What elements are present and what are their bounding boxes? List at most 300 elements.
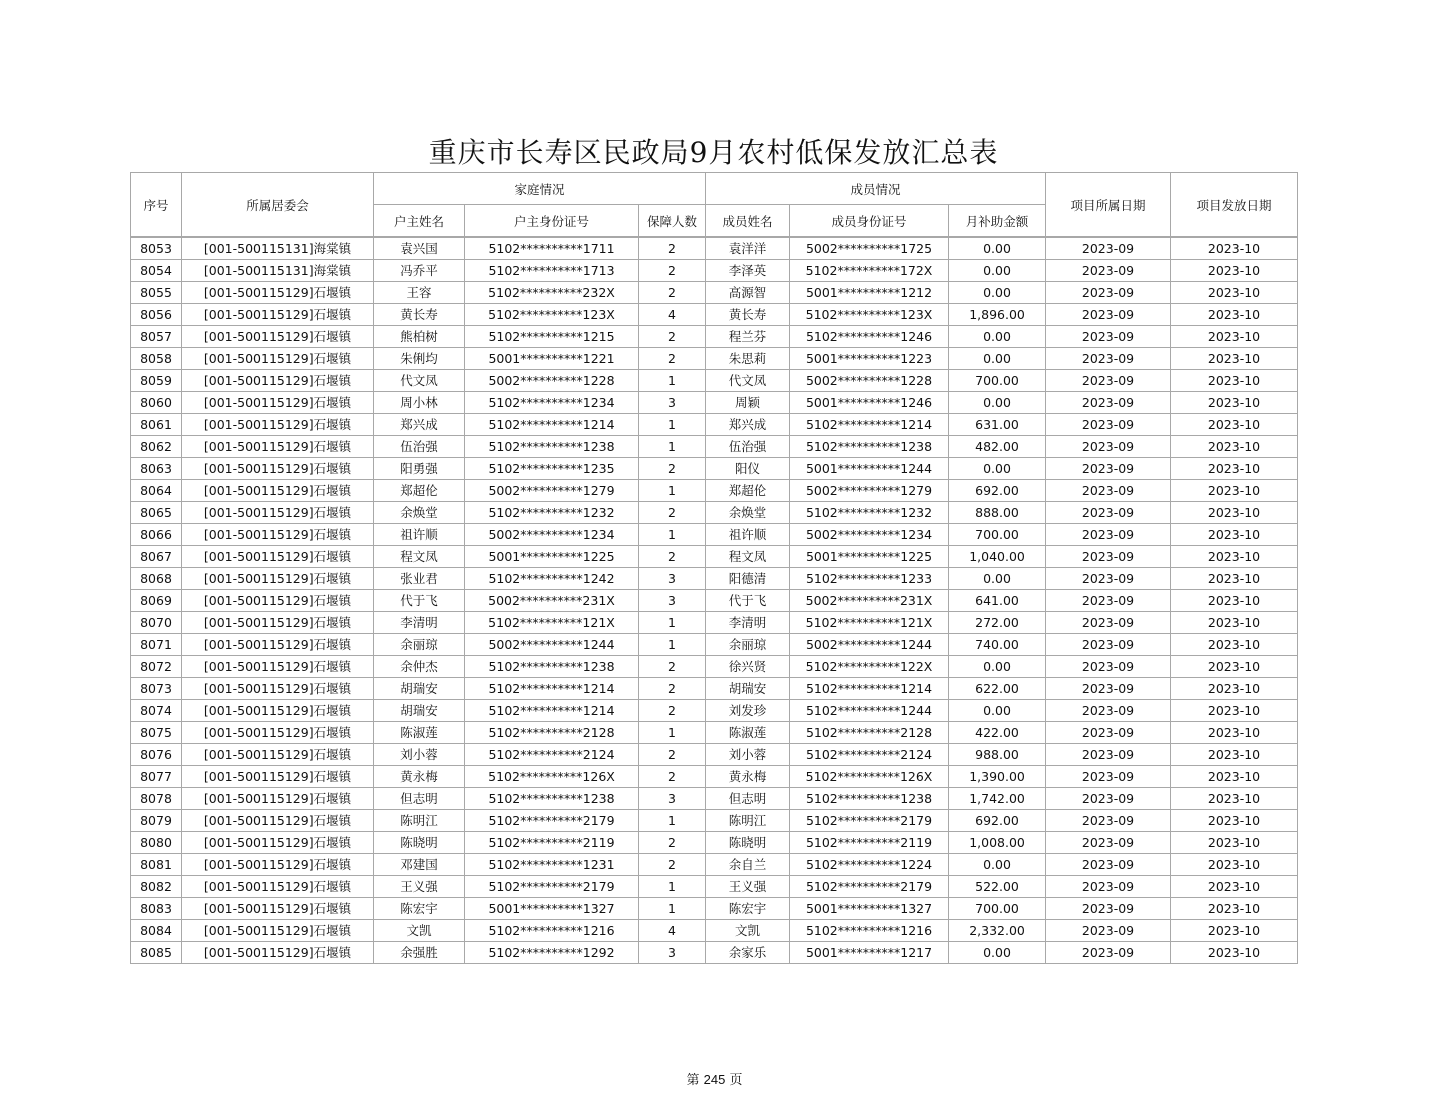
cell-head-name: 胡瑞安 bbox=[374, 678, 465, 700]
cell-issue-date: 2023-10 bbox=[1171, 590, 1298, 612]
cell-head-id: 5002**********231X bbox=[465, 590, 639, 612]
cell-member-id: 5001**********1327 bbox=[790, 898, 949, 920]
cell-seq: 8077 bbox=[131, 766, 182, 788]
cell-seq: 8063 bbox=[131, 458, 182, 480]
table-row bbox=[131, 436, 1298, 458]
cell-issue-date: 2023-10 bbox=[1171, 810, 1298, 832]
cell-project-date: 2023-09 bbox=[1046, 898, 1171, 920]
cell-amount: 692.00 bbox=[949, 810, 1046, 832]
cell-project-date: 2023-09 bbox=[1046, 480, 1171, 502]
cell-persons: 2 bbox=[639, 700, 706, 722]
table-row bbox=[131, 260, 1298, 282]
cell-issue-date: 2023-10 bbox=[1171, 502, 1298, 524]
table-row bbox=[131, 458, 1298, 480]
cell-committee: [001-500115129]石堰镇 bbox=[182, 348, 374, 370]
cell-persons: 2 bbox=[639, 282, 706, 304]
cell-head-id: 5102**********1242 bbox=[465, 568, 639, 590]
cell-member-name: 陈晓明 bbox=[706, 832, 790, 854]
cell-persons: 1 bbox=[639, 898, 706, 920]
cell-amount: 0.00 bbox=[949, 568, 1046, 590]
cell-amount: 631.00 bbox=[949, 414, 1046, 436]
cell-amount: 1,742.00 bbox=[949, 788, 1046, 810]
cell-head-name: 陈明江 bbox=[374, 810, 465, 832]
cell-seq: 8055 bbox=[131, 282, 182, 304]
cell-head-id: 5102**********1234 bbox=[465, 392, 639, 414]
cell-seq: 8068 bbox=[131, 568, 182, 590]
table-row bbox=[131, 502, 1298, 524]
cell-committee: [001-500115129]石堰镇 bbox=[182, 722, 374, 744]
cell-member-id: 5102**********1246 bbox=[790, 326, 949, 348]
cell-issue-date: 2023-10 bbox=[1171, 942, 1298, 964]
cell-committee: [001-500115129]石堰镇 bbox=[182, 942, 374, 964]
cell-head-id: 5102**********1214 bbox=[465, 414, 639, 436]
table-row bbox=[131, 920, 1298, 942]
cell-member-id: 5102**********1233 bbox=[790, 568, 949, 590]
cell-member-id: 5002**********1725 bbox=[790, 237, 949, 260]
cell-committee: [001-500115129]石堰镇 bbox=[182, 612, 374, 634]
cell-persons: 3 bbox=[639, 942, 706, 964]
cell-member-name: 高源智 bbox=[706, 282, 790, 304]
cell-issue-date: 2023-10 bbox=[1171, 458, 1298, 480]
cell-amount: 740.00 bbox=[949, 634, 1046, 656]
cell-member-id: 5001**********1225 bbox=[790, 546, 949, 568]
cell-amount: 700.00 bbox=[949, 524, 1046, 546]
cell-member-name: 朱思莉 bbox=[706, 348, 790, 370]
cell-committee: [001-500115129]石堰镇 bbox=[182, 392, 374, 414]
cell-seq: 8080 bbox=[131, 832, 182, 854]
cell-head-name: 张业君 bbox=[374, 568, 465, 590]
cell-persons: 3 bbox=[639, 568, 706, 590]
header-head-id: 户主身份证号 bbox=[465, 205, 639, 238]
cell-persons: 1 bbox=[639, 876, 706, 898]
cell-seq: 8066 bbox=[131, 524, 182, 546]
cell-member-name: 郑兴成 bbox=[706, 414, 790, 436]
cell-head-id: 5001**********1221 bbox=[465, 348, 639, 370]
cell-head-name: 代文凤 bbox=[374, 370, 465, 392]
cell-member-name: 黄长寿 bbox=[706, 304, 790, 326]
cell-committee: [001-500115129]石堰镇 bbox=[182, 678, 374, 700]
cell-project-date: 2023-09 bbox=[1046, 700, 1171, 722]
cell-seq: 8056 bbox=[131, 304, 182, 326]
cell-member-name: 余自兰 bbox=[706, 854, 790, 876]
page-number: 245 bbox=[703, 1072, 726, 1087]
cell-issue-date: 2023-10 bbox=[1171, 392, 1298, 414]
cell-head-name: 王义强 bbox=[374, 876, 465, 898]
cell-head-name: 黄长寿 bbox=[374, 304, 465, 326]
cell-issue-date: 2023-10 bbox=[1171, 524, 1298, 546]
cell-seq: 8075 bbox=[131, 722, 182, 744]
cell-amount: 692.00 bbox=[949, 480, 1046, 502]
cell-head-id: 5102**********1238 bbox=[465, 788, 639, 810]
cell-project-date: 2023-09 bbox=[1046, 766, 1171, 788]
cell-amount: 0.00 bbox=[949, 326, 1046, 348]
cell-project-date: 2023-09 bbox=[1046, 942, 1171, 964]
cell-persons: 2 bbox=[639, 260, 706, 282]
cell-project-date: 2023-09 bbox=[1046, 282, 1171, 304]
cell-seq: 8072 bbox=[131, 656, 182, 678]
cell-committee: [001-500115131]海棠镇 bbox=[182, 237, 374, 260]
cell-member-id: 5001**********1244 bbox=[790, 458, 949, 480]
cell-amount: 700.00 bbox=[949, 370, 1046, 392]
cell-amount: 1,040.00 bbox=[949, 546, 1046, 568]
cell-head-name: 郑兴成 bbox=[374, 414, 465, 436]
table-row bbox=[131, 568, 1298, 590]
cell-issue-date: 2023-10 bbox=[1171, 678, 1298, 700]
cell-member-id: 5002**********1244 bbox=[790, 634, 949, 656]
cell-member-id: 5102**********1238 bbox=[790, 436, 949, 458]
cell-committee: [001-500115129]石堰镇 bbox=[182, 546, 374, 568]
cell-amount: 700.00 bbox=[949, 898, 1046, 920]
cell-project-date: 2023-09 bbox=[1046, 920, 1171, 942]
cell-issue-date: 2023-10 bbox=[1171, 304, 1298, 326]
cell-project-date: 2023-09 bbox=[1046, 590, 1171, 612]
cell-issue-date: 2023-10 bbox=[1171, 348, 1298, 370]
cell-member-id: 5102**********1244 bbox=[790, 700, 949, 722]
table-row bbox=[131, 524, 1298, 546]
cell-project-date: 2023-09 bbox=[1046, 876, 1171, 898]
cell-project-date: 2023-09 bbox=[1046, 260, 1171, 282]
cell-seq: 8070 bbox=[131, 612, 182, 634]
cell-member-id: 5102**********172X bbox=[790, 260, 949, 282]
cell-persons: 2 bbox=[639, 744, 706, 766]
header-persons: 保障人数 bbox=[639, 205, 706, 238]
cell-issue-date: 2023-10 bbox=[1171, 832, 1298, 854]
cell-persons: 1 bbox=[639, 810, 706, 832]
cell-head-id: 5102**********1235 bbox=[465, 458, 639, 480]
relief-table bbox=[130, 172, 1298, 964]
cell-head-id: 5002**********1279 bbox=[465, 480, 639, 502]
cell-member-name: 余焕堂 bbox=[706, 502, 790, 524]
cell-issue-date: 2023-10 bbox=[1171, 744, 1298, 766]
cell-member-name: 代于飞 bbox=[706, 590, 790, 612]
cell-member-name: 余家乐 bbox=[706, 942, 790, 964]
cell-head-id: 5102**********232X bbox=[465, 282, 639, 304]
cell-head-name: 黄永梅 bbox=[374, 766, 465, 788]
cell-head-name: 代于飞 bbox=[374, 590, 465, 612]
cell-member-name: 刘发珍 bbox=[706, 700, 790, 722]
table-row bbox=[131, 744, 1298, 766]
cell-member-id: 5102**********122X bbox=[790, 656, 949, 678]
cell-seq: 8058 bbox=[131, 348, 182, 370]
cell-project-date: 2023-09 bbox=[1046, 722, 1171, 744]
cell-amount: 0.00 bbox=[949, 854, 1046, 876]
cell-issue-date: 2023-10 bbox=[1171, 854, 1298, 876]
cell-member-name: 但志明 bbox=[706, 788, 790, 810]
cell-amount: 0.00 bbox=[949, 237, 1046, 260]
cell-project-date: 2023-09 bbox=[1046, 348, 1171, 370]
table-row bbox=[131, 942, 1298, 964]
cell-member-name: 陈淑莲 bbox=[706, 722, 790, 744]
cell-head-name: 冯乔平 bbox=[374, 260, 465, 282]
cell-member-name: 王义强 bbox=[706, 876, 790, 898]
cell-amount: 0.00 bbox=[949, 458, 1046, 480]
cell-project-date: 2023-09 bbox=[1046, 634, 1171, 656]
table-row bbox=[131, 480, 1298, 502]
cell-seq: 8076 bbox=[131, 744, 182, 766]
cell-head-id: 5102**********121X bbox=[465, 612, 639, 634]
cell-persons: 4 bbox=[639, 920, 706, 942]
cell-head-id: 5102**********1214 bbox=[465, 700, 639, 722]
cell-persons: 1 bbox=[639, 436, 706, 458]
cell-amount: 988.00 bbox=[949, 744, 1046, 766]
cell-seq: 8083 bbox=[131, 898, 182, 920]
cell-persons: 1 bbox=[639, 634, 706, 656]
cell-project-date: 2023-09 bbox=[1046, 436, 1171, 458]
header-seq: 序号 bbox=[131, 173, 182, 238]
cell-seq: 8082 bbox=[131, 876, 182, 898]
cell-member-name: 刘小蓉 bbox=[706, 744, 790, 766]
cell-issue-date: 2023-10 bbox=[1171, 766, 1298, 788]
cell-member-id: 5102**********2179 bbox=[790, 876, 949, 898]
cell-project-date: 2023-09 bbox=[1046, 810, 1171, 832]
cell-issue-date: 2023-10 bbox=[1171, 436, 1298, 458]
cell-member-name: 徐兴贤 bbox=[706, 656, 790, 678]
cell-committee: [001-500115129]石堰镇 bbox=[182, 766, 374, 788]
cell-head-id: 5001**********1225 bbox=[465, 546, 639, 568]
cell-persons: 3 bbox=[639, 788, 706, 810]
cell-seq: 8085 bbox=[131, 942, 182, 964]
cell-persons: 2 bbox=[639, 458, 706, 480]
cell-project-date: 2023-09 bbox=[1046, 744, 1171, 766]
cell-member-name: 阳德清 bbox=[706, 568, 790, 590]
cell-persons: 1 bbox=[639, 612, 706, 634]
cell-amount: 422.00 bbox=[949, 722, 1046, 744]
header-member-name: 成员姓名 bbox=[706, 205, 790, 238]
cell-persons: 2 bbox=[639, 326, 706, 348]
cell-head-id: 5102**********2119 bbox=[465, 832, 639, 854]
cell-head-name: 但志明 bbox=[374, 788, 465, 810]
cell-member-name: 伍治强 bbox=[706, 436, 790, 458]
cell-head-name: 祖许顺 bbox=[374, 524, 465, 546]
header-committee: 所属居委会 bbox=[182, 173, 374, 238]
cell-committee: [001-500115129]石堰镇 bbox=[182, 700, 374, 722]
cell-head-name: 陈淑莲 bbox=[374, 722, 465, 744]
cell-persons: 2 bbox=[639, 766, 706, 788]
table-row bbox=[131, 876, 1298, 898]
cell-project-date: 2023-09 bbox=[1046, 656, 1171, 678]
cell-head-name: 熊柏树 bbox=[374, 326, 465, 348]
cell-project-date: 2023-09 bbox=[1046, 502, 1171, 524]
cell-head-id: 5102**********1711 bbox=[465, 237, 639, 260]
cell-head-name: 文凯 bbox=[374, 920, 465, 942]
cell-persons: 2 bbox=[639, 656, 706, 678]
cell-project-date: 2023-09 bbox=[1046, 237, 1171, 260]
cell-head-id: 5102**********1232 bbox=[465, 502, 639, 524]
header-issue-date: 项目发放日期 bbox=[1171, 173, 1298, 238]
table-row bbox=[131, 304, 1298, 326]
cell-project-date: 2023-09 bbox=[1046, 392, 1171, 414]
cell-member-id: 5102**********121X bbox=[790, 612, 949, 634]
cell-member-id: 5102**********2179 bbox=[790, 810, 949, 832]
cell-persons: 2 bbox=[639, 854, 706, 876]
cell-issue-date: 2023-10 bbox=[1171, 876, 1298, 898]
cell-member-id: 5102**********2119 bbox=[790, 832, 949, 854]
cell-committee: [001-500115129]石堰镇 bbox=[182, 810, 374, 832]
cell-committee: [001-500115129]石堰镇 bbox=[182, 854, 374, 876]
cell-committee: [001-500115129]石堰镇 bbox=[182, 920, 374, 942]
cell-seq: 8078 bbox=[131, 788, 182, 810]
table-row bbox=[131, 590, 1298, 612]
table-row bbox=[131, 766, 1298, 788]
cell-seq: 8064 bbox=[131, 480, 182, 502]
cell-amount: 622.00 bbox=[949, 678, 1046, 700]
cell-persons: 3 bbox=[639, 392, 706, 414]
cell-persons: 2 bbox=[639, 237, 706, 260]
cell-issue-date: 2023-10 bbox=[1171, 722, 1298, 744]
cell-head-id: 5102**********2124 bbox=[465, 744, 639, 766]
cell-persons: 1 bbox=[639, 722, 706, 744]
cell-seq: 8084 bbox=[131, 920, 182, 942]
cell-seq: 8053 bbox=[131, 237, 182, 260]
cell-committee: [001-500115129]石堰镇 bbox=[182, 876, 374, 898]
cell-member-id: 5001**********1217 bbox=[790, 942, 949, 964]
table-row bbox=[131, 348, 1298, 370]
cell-persons: 2 bbox=[639, 678, 706, 700]
cell-seq: 8071 bbox=[131, 634, 182, 656]
cell-issue-date: 2023-10 bbox=[1171, 237, 1298, 260]
page-footer bbox=[0, 1069, 1429, 1088]
cell-committee: [001-500115129]石堰镇 bbox=[182, 414, 374, 436]
cell-amount: 1,008.00 bbox=[949, 832, 1046, 854]
table-row bbox=[131, 546, 1298, 568]
cell-issue-date: 2023-10 bbox=[1171, 634, 1298, 656]
table-row bbox=[131, 326, 1298, 348]
cell-head-name: 朱俐均 bbox=[374, 348, 465, 370]
cell-amount: 0.00 bbox=[949, 700, 1046, 722]
cell-member-id: 5102**********2124 bbox=[790, 744, 949, 766]
cell-head-id: 5102**********123X bbox=[465, 304, 639, 326]
cell-project-date: 2023-09 bbox=[1046, 612, 1171, 634]
cell-committee: [001-500115129]石堰镇 bbox=[182, 590, 374, 612]
cell-member-id: 5102**********126X bbox=[790, 766, 949, 788]
cell-head-id: 5102**********1214 bbox=[465, 678, 639, 700]
cell-issue-date: 2023-10 bbox=[1171, 788, 1298, 810]
header-family-group: 家庭情况 bbox=[374, 173, 706, 205]
table-row bbox=[131, 656, 1298, 678]
cell-amount: 272.00 bbox=[949, 612, 1046, 634]
cell-project-date: 2023-09 bbox=[1046, 678, 1171, 700]
table-row bbox=[131, 898, 1298, 920]
cell-member-id: 5102**********1214 bbox=[790, 414, 949, 436]
cell-project-date: 2023-09 bbox=[1046, 304, 1171, 326]
cell-persons: 1 bbox=[639, 480, 706, 502]
cell-issue-date: 2023-10 bbox=[1171, 370, 1298, 392]
cell-seq: 8081 bbox=[131, 854, 182, 876]
cell-amount: 888.00 bbox=[949, 502, 1046, 524]
cell-head-id: 5002**********1244 bbox=[465, 634, 639, 656]
header-amount: 月补助金额 bbox=[949, 205, 1046, 238]
cell-head-id: 5102**********2179 bbox=[465, 810, 639, 832]
cell-head-name: 胡瑞安 bbox=[374, 700, 465, 722]
cell-head-name: 伍治强 bbox=[374, 436, 465, 458]
cell-head-name: 余强胜 bbox=[374, 942, 465, 964]
cell-persons: 2 bbox=[639, 546, 706, 568]
cell-member-id: 5102**********1232 bbox=[790, 502, 949, 524]
cell-amount: 0.00 bbox=[949, 260, 1046, 282]
table-row bbox=[131, 854, 1298, 876]
cell-head-name: 郑超伦 bbox=[374, 480, 465, 502]
cell-seq: 8060 bbox=[131, 392, 182, 414]
cell-committee: [001-500115129]石堰镇 bbox=[182, 568, 374, 590]
cell-project-date: 2023-09 bbox=[1046, 458, 1171, 480]
cell-head-name: 阳勇强 bbox=[374, 458, 465, 480]
cell-head-id: 5102**********126X bbox=[465, 766, 639, 788]
cell-persons: 3 bbox=[639, 590, 706, 612]
cell-member-name: 袁洋洋 bbox=[706, 237, 790, 260]
cell-committee: [001-500115129]石堰镇 bbox=[182, 436, 374, 458]
cell-member-name: 文凯 bbox=[706, 920, 790, 942]
cell-head-name: 余焕堂 bbox=[374, 502, 465, 524]
cell-member-id: 5001**********1212 bbox=[790, 282, 949, 304]
table-row bbox=[131, 282, 1298, 304]
cell-seq: 8057 bbox=[131, 326, 182, 348]
cell-seq: 8074 bbox=[131, 700, 182, 722]
cell-member-id: 5102**********2128 bbox=[790, 722, 949, 744]
cell-persons: 1 bbox=[639, 414, 706, 436]
cell-member-name: 余丽琼 bbox=[706, 634, 790, 656]
cell-amount: 2,332.00 bbox=[949, 920, 1046, 942]
cell-amount: 522.00 bbox=[949, 876, 1046, 898]
cell-persons: 1 bbox=[639, 524, 706, 546]
cell-project-date: 2023-09 bbox=[1046, 568, 1171, 590]
cell-persons: 1 bbox=[639, 370, 706, 392]
cell-committee: [001-500115129]石堰镇 bbox=[182, 282, 374, 304]
cell-seq: 8067 bbox=[131, 546, 182, 568]
cell-head-name: 邓建国 bbox=[374, 854, 465, 876]
cell-amount: 641.00 bbox=[949, 590, 1046, 612]
cell-amount: 0.00 bbox=[949, 282, 1046, 304]
cell-committee: [001-500115131]海棠镇 bbox=[182, 260, 374, 282]
cell-issue-date: 2023-10 bbox=[1171, 282, 1298, 304]
footer-suffix: 页 bbox=[729, 1073, 743, 1088]
cell-head-name: 王容 bbox=[374, 282, 465, 304]
cell-committee: [001-500115129]石堰镇 bbox=[182, 326, 374, 348]
cell-issue-date: 2023-10 bbox=[1171, 656, 1298, 678]
table-body bbox=[131, 237, 1298, 964]
cell-issue-date: 2023-10 bbox=[1171, 568, 1298, 590]
page-title: 重庆市长寿区民政局9月农村低保发放汇总表 bbox=[428, 136, 999, 169]
cell-member-name: 胡瑞安 bbox=[706, 678, 790, 700]
cell-head-name: 周小林 bbox=[374, 392, 465, 414]
cell-amount: 0.00 bbox=[949, 348, 1046, 370]
cell-project-date: 2023-09 bbox=[1046, 832, 1171, 854]
cell-project-date: 2023-09 bbox=[1046, 370, 1171, 392]
cell-head-name: 余丽琼 bbox=[374, 634, 465, 656]
header-member-group: 成员情况 bbox=[706, 173, 1046, 205]
cell-member-id: 5002**********231X bbox=[790, 590, 949, 612]
cell-member-id: 5102**********1214 bbox=[790, 678, 949, 700]
cell-head-name: 刘小蓉 bbox=[374, 744, 465, 766]
cell-amount: 0.00 bbox=[949, 392, 1046, 414]
cell-issue-date: 2023-10 bbox=[1171, 612, 1298, 634]
cell-member-id: 5001**********1223 bbox=[790, 348, 949, 370]
cell-head-name: 陈晓明 bbox=[374, 832, 465, 854]
cell-committee: [001-500115129]石堰镇 bbox=[182, 524, 374, 546]
cell-persons: 2 bbox=[639, 348, 706, 370]
cell-seq: 8065 bbox=[131, 502, 182, 524]
cell-seq: 8079 bbox=[131, 810, 182, 832]
cell-member-id: 5102**********123X bbox=[790, 304, 949, 326]
cell-seq: 8062 bbox=[131, 436, 182, 458]
table-row bbox=[131, 634, 1298, 656]
cell-member-name: 代文凤 bbox=[706, 370, 790, 392]
cell-member-name: 郑超伦 bbox=[706, 480, 790, 502]
cell-amount: 482.00 bbox=[949, 436, 1046, 458]
cell-head-name: 袁兴国 bbox=[374, 237, 465, 260]
cell-member-name: 程文凤 bbox=[706, 546, 790, 568]
cell-issue-date: 2023-10 bbox=[1171, 480, 1298, 502]
table-row bbox=[131, 788, 1298, 810]
